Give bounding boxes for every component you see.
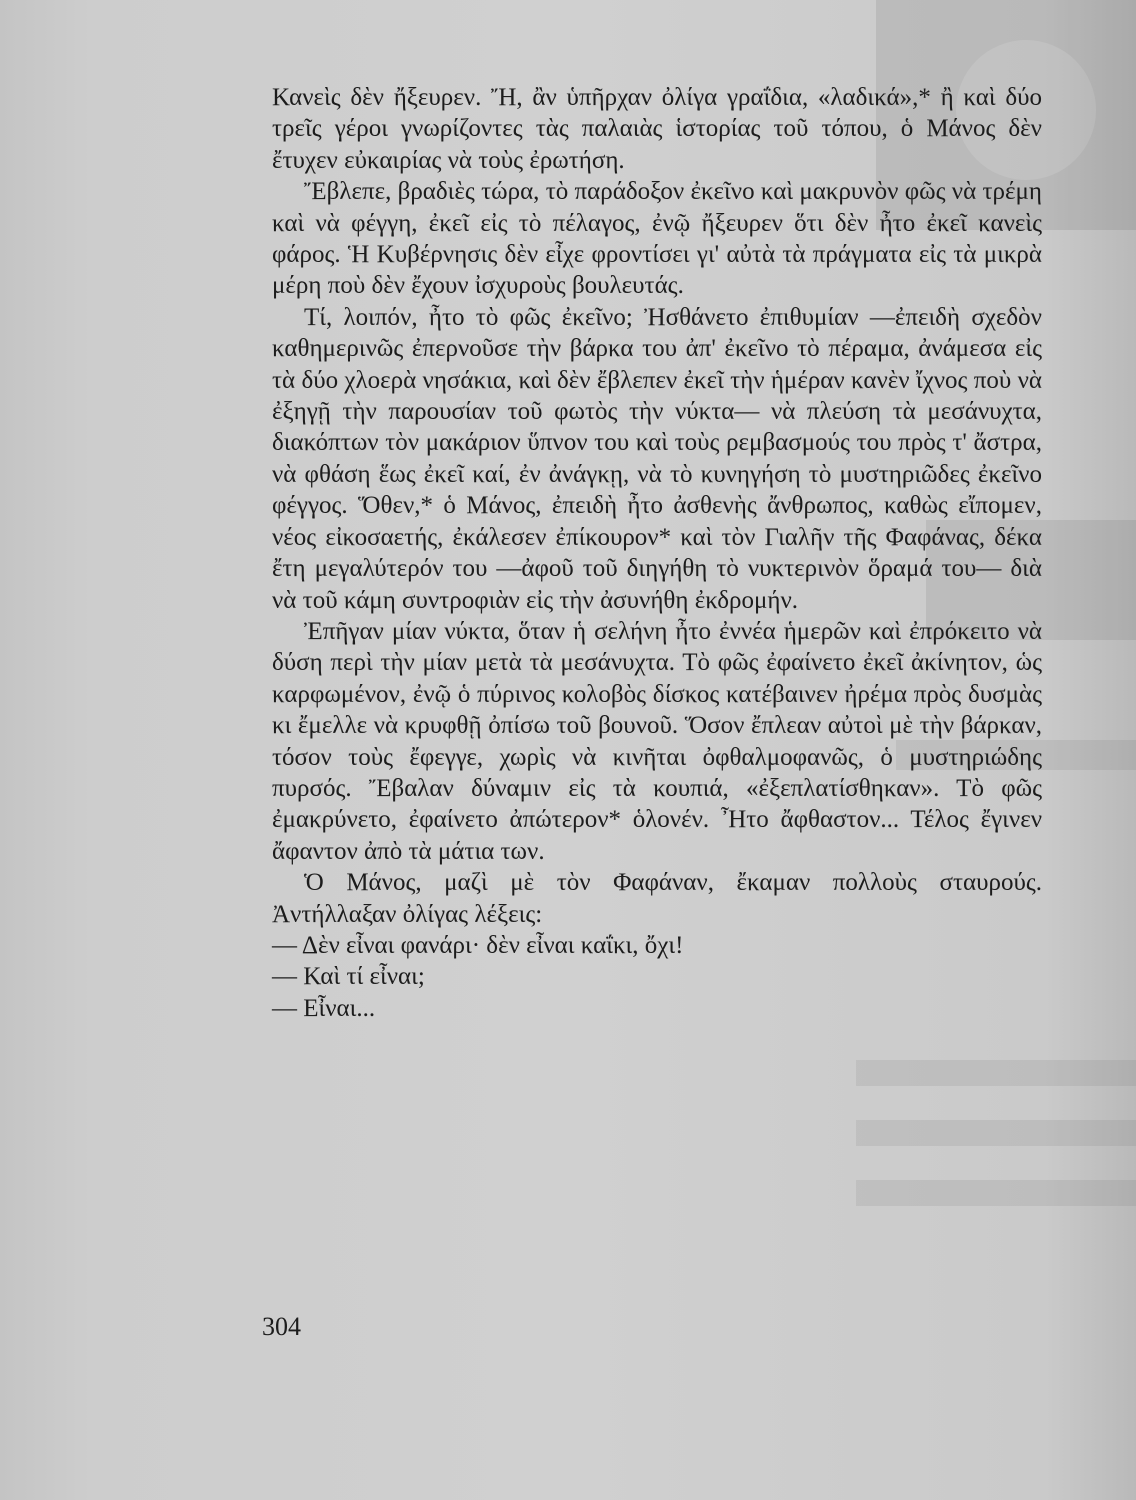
page-number: 304 xyxy=(262,1312,301,1341)
dialogue-line-3: — Εἶναι... xyxy=(272,994,376,1022)
paragraph-5: Ὁ Μάνος, μαζὶ μὲ τὸν Φαφάναν, ἔκαμαν πολλοὺς σταυρούς. Ἀντήλλαξαν ὀλίγας λέξεις: xyxy=(272,869,1042,928)
paragraph-2: Ἔβλεπε, βραδιὲς τώρα, τὸ παράδοξον ἐκεῖνο καὶ μακρυνὸν φῶς νὰ τρέμη καὶ νὰ φέγγη, ἐκεῖ εἰς τὸ πέλαγος, ἐνῷ ἤξευρεν ὅτι δὲν ἦτο ἐκεῖ κανεὶς φάρος. Ἡ Κυβέρνησις δὲν εἶχε φροντίσει γι' αὐτὰ τὰ πράγματα εἰς τὰ μικρὰ μέρη ποὺ δὲν ἔχουν ἰσχυροὺς βουλευτάς. xyxy=(272,178,1042,300)
body-text xyxy=(272,82,1042,1024)
dialogue-line-1: — Δὲν εἶναι φανάρι· δὲν εἶναι καΐκι, ὄχι! xyxy=(272,931,684,959)
paragraph-4: Ἐπῆγαν μίαν νύκτα, ὅταν ἡ σελήνη ἦτο ἐννέα ἡμερῶν καὶ ἐπρόκειτο νὰ δύση περὶ τὴν μίαν μετὰ τὰ μεσάνυχτα. Τὸ φῶς ἐφαίνετο ἐκεῖ ἀκίνητον, ὡς καρφωμένον, ἐνῷ ὁ πύρινος κολοβὸς δίσκος κατέβαινεν ἠρέμα πρὸς δυσμὰς κι ἔμελλε νὰ κρυφθῇ ὀπίσω τοῦ βουνοῦ. Ὅσον ἔπλεαν αὐτοὶ μὲ τὴν βάρκαν, τόσον τοὺς ἔφεγγε, χωρὶς νὰ κινῆται ὀφθαλμοφανῶς, ὁ μυστηριώδης πυρσός. Ἔβαλαν δύναμιν εἰς τὰ κουπιά, «ἐξεπλατίσθηκαν». Τὸ φῶς ἐμακρύνετο, ἐφαίνετο ἀπώτερον* ὁλονέν. Ἦτο ἄφθαστον... Τέλος ἔγινεν ἄφαντον ἀπὸ τὰ μάτια των. xyxy=(272,617,1042,865)
paragraph-1: Κανεὶς δὲν ἤξευρεν. Ἤ, ἂν ὑπῆρχαν ὀλίγα γραΐδια, «λαδικά»,* ἢ καὶ δύο τρεῖς γέροι γνωρίζοντες τὰς παλαιὰς ἱστορίας τοῦ τόπου, ὁ Μάνος δὲν ἔτυχεν εὐκαιρίας νὰ τοὺς ἐρωτήση. xyxy=(272,84,1042,174)
paragraph-3: Τί, λοιπόν, ἦτο τὸ φῶς ἐκεῖνο; Ἠσθάνετο ἐπιθυμίαν —ἐπειδὴ σχεδὸν καθημερινῶς ἐπερνοῦσε τὴν βάρκα του ἀπ' ἐκεῖνο τὸ πέραμα, ἀνάμεσα εἰς τὰ δύο χλοερὰ νησάκια, καὶ δὲν ἔβλεπεν ἐκεῖ τὴν ἡμέραν κανὲν ἴχνος ποὺ νὰ ἐξηγῇ τὴν παρουσίαν τοῦ φωτὸς τὴν νύκτα— νὰ πλεύση τὰ μεσάνυχτα, διακόπτων τὸν μακάριον ὕπνον του καὶ τοὺς ρεμβασμούς του πρὸς τ' ἄστρα, νὰ φθάση ἕως ἐκεῖ καί, ἐν ἀνάγκῃ, νὰ τὸ κυνηγήση τὸ μυστηριῶδες ἐκεῖνο φέγγος. Ὅθεν,* ὁ Μάνος, ἐπειδὴ ἦτο ἀσθενὴς ἄνθρωπος, καθὼς εἴπομεν, νέος εἰκοσαετής, ἐκάλεσεν ἐπίκουρον* καὶ τὸν Γιαλῆν τῆς Φαφάνας, δέκα ἔτη μεγαλύτερόν του —ἀφοῦ τοῦ διηγήθη τὸ νυκτερινὸν ὅραμά του— διὰ νὰ τοῦ κάμη συντροφιὰν εἰς τὴν ἀσυνήθη ἐκδρομήν. xyxy=(272,303,1042,614)
dialogue-line-2: — Καὶ τί εἶναι; xyxy=(272,963,425,991)
